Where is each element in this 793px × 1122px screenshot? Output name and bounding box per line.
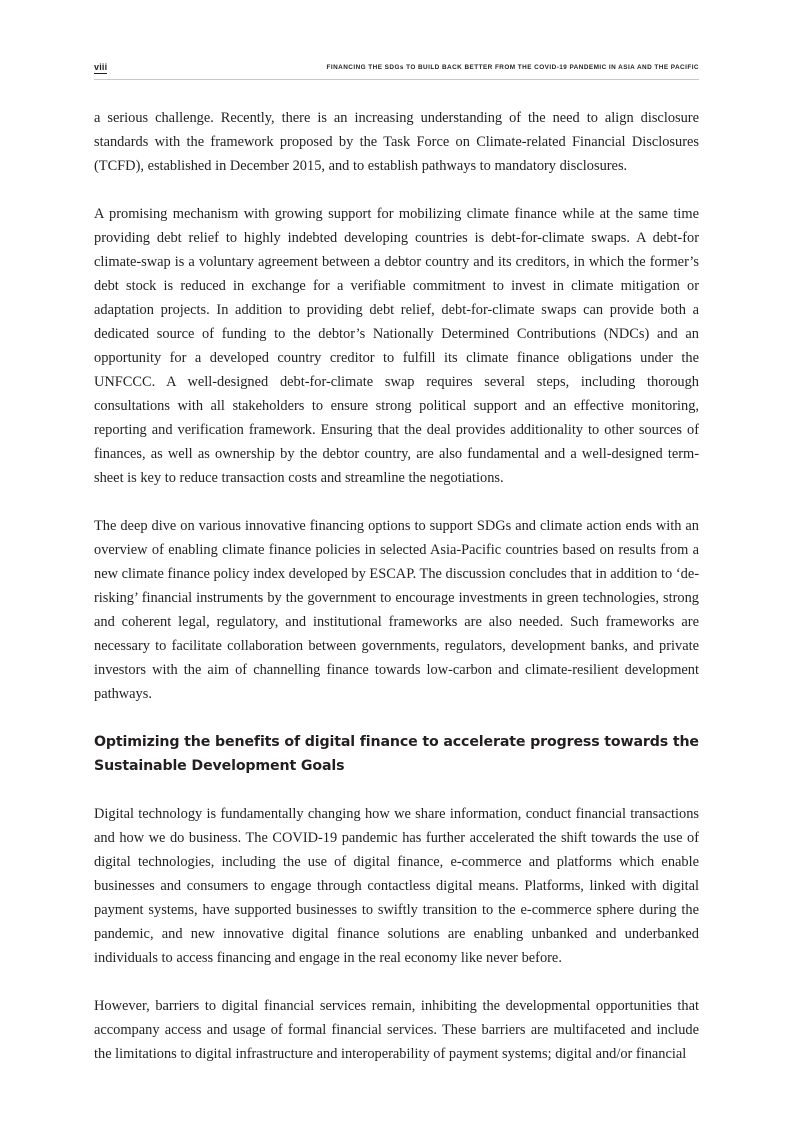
- paragraph-digital-technology: Digital technology is fundamentally changing how we share information, conduct financial transactions and how we do business. The COVID-19 pandemic has further accelerated the shift towards the use of digital technologies, including the use of digital finance, e-commerce and platforms which enable businesses and consumers to engage through contactless digital means. Platforms, linked with digital payment systems, have supported businesses to swiftly transition to the e-commerce sphere during the pandemic, and new innovative digital finance solutions are enabling unbanked and underbanked individuals to access financing and engage in the real economy like never before.: [94, 806, 699, 966]
- paragraph-disclosure-standards: a serious challenge. Recently, there is an increasing understanding of the need to align disclosure standards with the framework proposed by the Task Force on Climate-related Financial Disclosures (TCFD), established in December 2015, and to establish pathways to mandatory disclosures.: [94, 110, 699, 174]
- paragraph-barriers-digital-finance: However, barriers to digital financial services remain, inhibiting the developmental opportunities that accompany access and usage of formal financial services. These barriers are multifaceted and include the limitations to digital infrastructure and interoperability of payment systems; digital and/or financial: [94, 998, 699, 1062]
- section-heading-digital-finance: Optimizing the benefits of digital finance to accelerate progress towards the Sustainable Development Goals: [94, 734, 699, 774]
- running-header: [94, 62, 699, 76]
- paragraph-climate-finance-policies: The deep dive on various innovative financing options to support SDGs and climate action ends with an overview of enabling climate finance policies in selected Asia-Pacific countries based on results from a new climate finance policy index developed by ESCAP. The discussion concludes that in addition to ‘de-risking’ financial instruments by the government to encourage investments in green technologies, strong and coherent legal, regulatory, and institutional frameworks are also needed. Such frameworks are necessary to facilitate collaboration between governments, regulators, development banks, and private investors with the aim of channelling finance towards low-carbon and climate-resilient development pathways.: [94, 518, 699, 702]
- running-title: FINANCING THE SDGs TO BUILD BACK BETTER FROM THE COVID-19 PANDEMIC IN ASIA AND THE PACIFIC: [326, 64, 699, 71]
- header-divider: [94, 79, 699, 80]
- paragraph-debt-for-climate-swaps: A promising mechanism with growing support for mobilizing climate finance while at the same time providing debt relief to highly indebted developing countries is debt-for-climate swaps. A debt-for climate-swap is a voluntary agreement between a debtor country and its creditors, in which the former’s debt stock is reduced in exchange for a verifiable commitment to invest in climate mitigation or adaptation projects. In addition to providing debt relief, debt-for-climate swaps can provide both a dedicated source of funding to the debtor’s Nationally Determined Contributions (NDCs) and an opportunity for a developed country creditor to fulfill its climate finance obligations under the UNFCCC. A well-designed debt-for-climate swap requires several steps, including thorough consultations with all stakeholders to ensure strong political support and an effective monitoring, reporting and verification framework. Ensuring that the deal provides additionality to other sources of finances, as well as ownership by the debtor country, are also fundamental and a well-designed term-sheet is key to reduce transaction costs and streamline the negotiations.: [94, 206, 699, 486]
- page-number: viii: [94, 62, 108, 72]
- body-text: [94, 106, 699, 1090]
